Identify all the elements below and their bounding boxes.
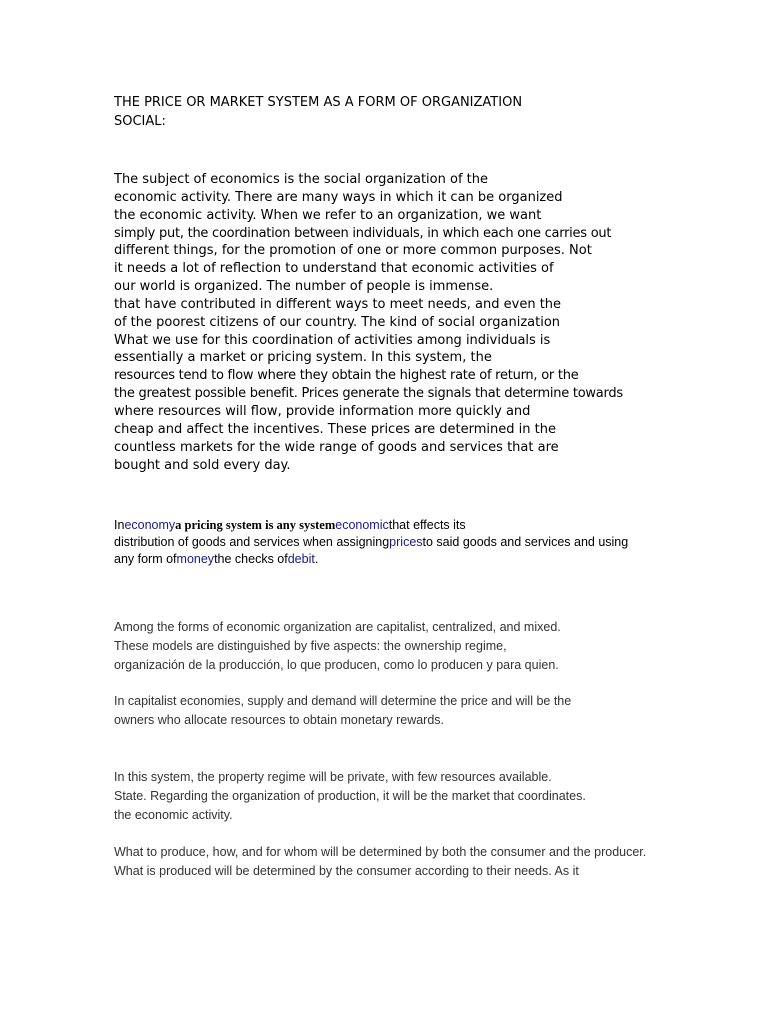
text-line: the economic activity. When we refer to an organization, we want	[114, 207, 542, 223]
text-line: organización de la producción, lo que producen, como lo producen y para quien.	[114, 658, 559, 672]
text-line: our world is organized. The number of people is immense.	[114, 279, 494, 295]
text-fragment: .	[314, 552, 319, 566]
text-line: These models are distinguished by five aspects: the ownership regime,	[114, 639, 507, 653]
text-line	[114, 534, 628, 551]
text-line: essentially a market or pricing system. In this system, the	[114, 350, 492, 366]
text-line: it needs a lot of reflection to understand that economic activities of	[114, 261, 554, 277]
text-fragment: any form of	[114, 552, 177, 566]
text-line: the greatest possible benefit. Prices generate the signals that determine towards	[114, 386, 623, 402]
text-line: What is produced will be determined by the consumer according to their needs. As it	[114, 864, 579, 878]
text-line: that have contributed in different ways to meet needs, and even the	[114, 296, 562, 312]
paragraph-capitalist-economies	[114, 692, 571, 730]
paragraph-property-regime	[114, 768, 586, 825]
text-line: In capitalist economies, supply and demand will determine the price and will be the	[114, 694, 572, 708]
title-line: THE PRICE OR MARKET SYSTEM AS A FORM OF ORGANIZATION	[114, 95, 523, 110]
text-line: countless markets for the wide range of goods and services that are	[114, 439, 559, 455]
paragraph-forms-of-organization	[114, 618, 561, 675]
text-line: In this system, the property regime will be private, with few resources available.	[114, 770, 552, 784]
text-fragment: In	[114, 518, 125, 532]
text-fragment: the checks of	[214, 552, 288, 566]
text-line	[114, 551, 628, 568]
text-line: What to produce, how, and for whom will be determined by both the consumer and the producer.	[114, 845, 647, 859]
text-line: simply put, the coordination between individuals, in which each one carries out	[114, 225, 612, 241]
text-line: Among the forms of economic organization are capitalist, centralized, and mixed.	[114, 620, 561, 634]
text-line: resources tend to flow where they obtain the highest rate of return, or the	[114, 368, 579, 384]
link-economy[interactable]: economy	[124, 518, 176, 532]
text-line: owners who allocate resources to obtain monetary rewards.	[114, 713, 445, 727]
text-line: cheap and affect the incentives. These prices are determined in the	[114, 421, 556, 437]
title-line: SOCIAL:	[114, 114, 166, 129]
link-money[interactable]: money	[176, 552, 215, 566]
text-line: the economic activity.	[114, 808, 233, 822]
text-fragment: to said goods and services and using	[422, 535, 629, 549]
link-prices[interactable]: prices	[389, 535, 423, 549]
link-debit[interactable]: debit	[287, 552, 315, 566]
text-line: of the poorest citizens of our country. The kind of social organization	[114, 314, 561, 330]
document-title	[114, 93, 522, 131]
text-line: What we use for this coordination of activities among individuals is	[114, 332, 551, 348]
text-line: The subject of economics is the social organization of the	[114, 172, 488, 187]
paragraph-pricing-definition	[114, 517, 628, 568]
text-line: bought and sold every day.	[114, 457, 291, 473]
text-line: different things, for the promotion of one or more common purposes. Not	[114, 243, 592, 259]
text-fragment: distribution of goods and services when assigning	[114, 535, 390, 549]
text-line	[114, 517, 628, 534]
link-economic[interactable]: economic	[335, 518, 389, 532]
paragraph-economics-intro	[114, 171, 623, 474]
text-fragment: that effects its	[388, 518, 466, 532]
text-line: State. Regarding the organization of production, it will be the market that coordinates.	[114, 789, 586, 803]
text-line: economic activity. There are many ways in which it can be organized	[114, 189, 563, 205]
paragraph-what-to-produce	[114, 843, 646, 881]
bold-definition: a pricing system is any system	[175, 518, 336, 532]
text-line: where resources will flow, provide information more quickly and	[114, 403, 531, 419]
